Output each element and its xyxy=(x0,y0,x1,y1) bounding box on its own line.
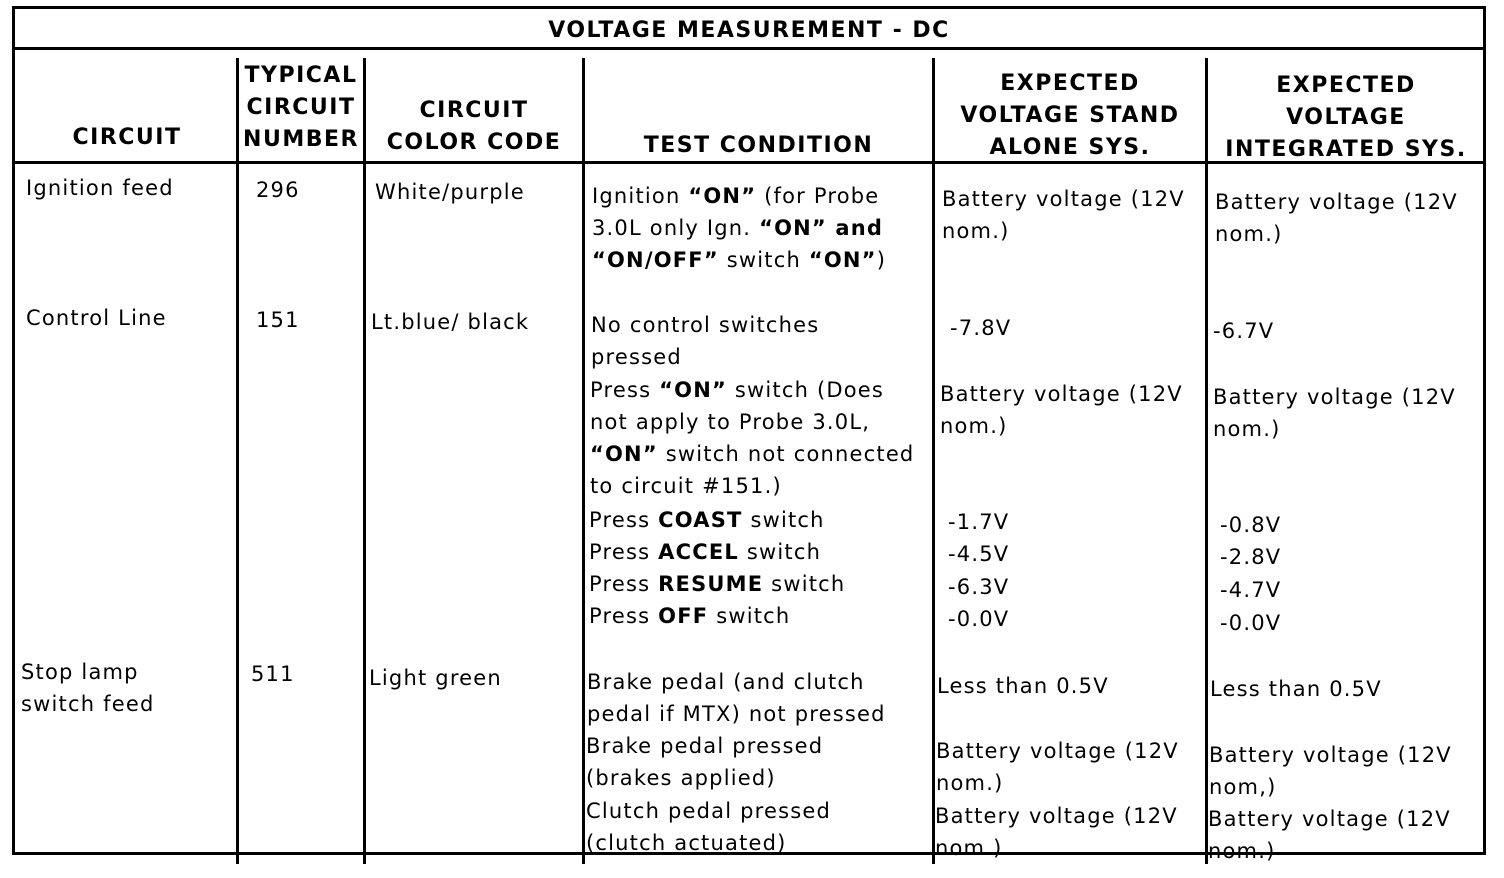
test-condition-press-resume xyxy=(589,568,845,600)
header-expected-integrated: EXPECTED VOLTAGE INTEGRATED SYS. xyxy=(1225,73,1467,162)
test-condition-text: Ignition xyxy=(592,184,689,208)
color-lt-blue-black: Lt.blue/ black xyxy=(371,310,530,334)
test-condition-press-on xyxy=(590,374,914,502)
test-condition-text: Brake pedal (and clutch pedal if MTX) not pressed xyxy=(587,670,886,726)
voltage-standalone: -4.5V xyxy=(948,542,1010,566)
test-condition-text: ACCEL xyxy=(658,540,739,564)
test-condition-text: switch not connected to circuit #151.) xyxy=(590,442,915,498)
voltage-standalone: Less than 0.5V xyxy=(937,674,1109,698)
test-condition-text: No control switches pressed xyxy=(591,313,820,369)
test-condition-text: switch xyxy=(718,248,809,272)
test-condition-text: “ON” xyxy=(688,184,757,208)
test-condition-text: switch xyxy=(742,508,825,532)
test-condition-clutch-pressed xyxy=(586,795,831,859)
column-divider-2 xyxy=(363,58,366,864)
test-condition-text: Brake pedal pressed (brakes applied) xyxy=(586,734,824,790)
test-condition-text: Press xyxy=(589,508,659,532)
header-test-condition: TEST CONDITION xyxy=(643,133,874,158)
column-divider-3 xyxy=(582,58,585,864)
number-511: 511 xyxy=(251,662,295,686)
test-condition-press-coast xyxy=(589,504,825,536)
test-condition-text: switch xyxy=(738,540,822,564)
test-condition-text: switch xyxy=(708,604,791,628)
circuit-ignition-feed: Ignition feed xyxy=(26,176,174,200)
test-condition-text: “ON” xyxy=(659,378,727,402)
header-expected-standalone: EXPECTED VOLTAGE STAND ALONE SYS. xyxy=(960,71,1180,160)
test-condition-text: switch xyxy=(763,572,846,596)
test-condition-text: Press xyxy=(590,378,660,402)
test-condition-text: Press xyxy=(589,572,659,596)
test-condition-brake-not-pressed xyxy=(587,666,886,730)
test-condition-press-off xyxy=(589,600,790,632)
test-condition-text: RESUME xyxy=(658,572,764,596)
column-divider-1 xyxy=(236,58,239,864)
voltage-integrated: -6.7V xyxy=(1213,319,1275,343)
color-light-green: Light green xyxy=(369,666,502,690)
number-296: 296 xyxy=(256,178,300,202)
test-condition-text: “ON” and “ON/OFF” xyxy=(592,216,884,272)
header-color-code: CIRCUIT COLOR CODE xyxy=(386,98,562,155)
test-condition-text: ) xyxy=(876,248,887,272)
voltage-integrated: -0.8V xyxy=(1220,513,1282,537)
voltage-standalone: Battery voltage (12V nom.) xyxy=(940,382,1183,438)
test-condition-brake-pressed xyxy=(586,730,823,794)
test-condition-text: (for Probe 3.0L only Ign. xyxy=(592,184,880,240)
column-divider-4 xyxy=(932,58,935,864)
voltage-standalone: Battery voltage (12V nom.) xyxy=(942,187,1185,243)
test-condition-text: COAST xyxy=(658,508,743,532)
voltage-integrated: -4.7V xyxy=(1220,578,1282,602)
title-divider xyxy=(12,47,1486,50)
test-condition-text: switch (Does not apply to Probe 3.0L, xyxy=(590,378,885,434)
voltage-integrated: Battery voltage (12V nom.) xyxy=(1208,807,1451,863)
header-circuit: CIRCUIT xyxy=(72,125,182,150)
test-condition-text: OFF xyxy=(658,604,709,628)
header-circuit-number: TYPICAL CIRCUIT NUMBER xyxy=(243,63,359,152)
voltage-standalone: Battery voltage (12V nom.) xyxy=(936,739,1179,795)
voltage-standalone: Battery voltage (12V nom.) xyxy=(935,804,1178,860)
test-condition-text: Press xyxy=(589,540,659,564)
column-divider-5 xyxy=(1205,58,1208,864)
circuit-stop-lamp-switch-feed: Stop lamp switch feed xyxy=(21,660,155,716)
voltage-integrated: Battery voltage (12V nom,) xyxy=(1209,743,1452,799)
test-condition-no-switches xyxy=(591,309,819,373)
test-condition-text: “ON” xyxy=(808,248,877,272)
voltage-integrated: Battery voltage (12V nom.) xyxy=(1215,190,1458,246)
color-white-purple: White/purple xyxy=(375,180,525,204)
voltage-standalone: -0.0V xyxy=(948,607,1010,631)
voltage-integrated: Less than 0.5V xyxy=(1210,677,1382,701)
test-condition-text: “ON” xyxy=(590,442,658,466)
voltage-integrated: -2.8V xyxy=(1220,545,1282,569)
voltage-standalone: -7.8V xyxy=(950,316,1012,340)
voltage-integrated: -0.0V xyxy=(1220,611,1282,635)
number-151: 151 xyxy=(256,308,300,332)
voltage-standalone: -1.7V xyxy=(948,510,1010,534)
table-title: VOLTAGE MEASUREMENT - DC xyxy=(548,18,950,43)
test-condition-text: Clutch pedal pressed (clutch actuated) xyxy=(586,799,832,855)
test-condition-text: Press xyxy=(589,604,659,628)
test-condition-ignition-on xyxy=(592,180,886,276)
voltage-integrated: Battery voltage (12V nom.) xyxy=(1213,385,1456,441)
test-condition-press-accel xyxy=(589,536,821,568)
circuit-control-line: Control Line xyxy=(26,306,167,330)
voltage-standalone: -6.3V xyxy=(948,575,1010,599)
